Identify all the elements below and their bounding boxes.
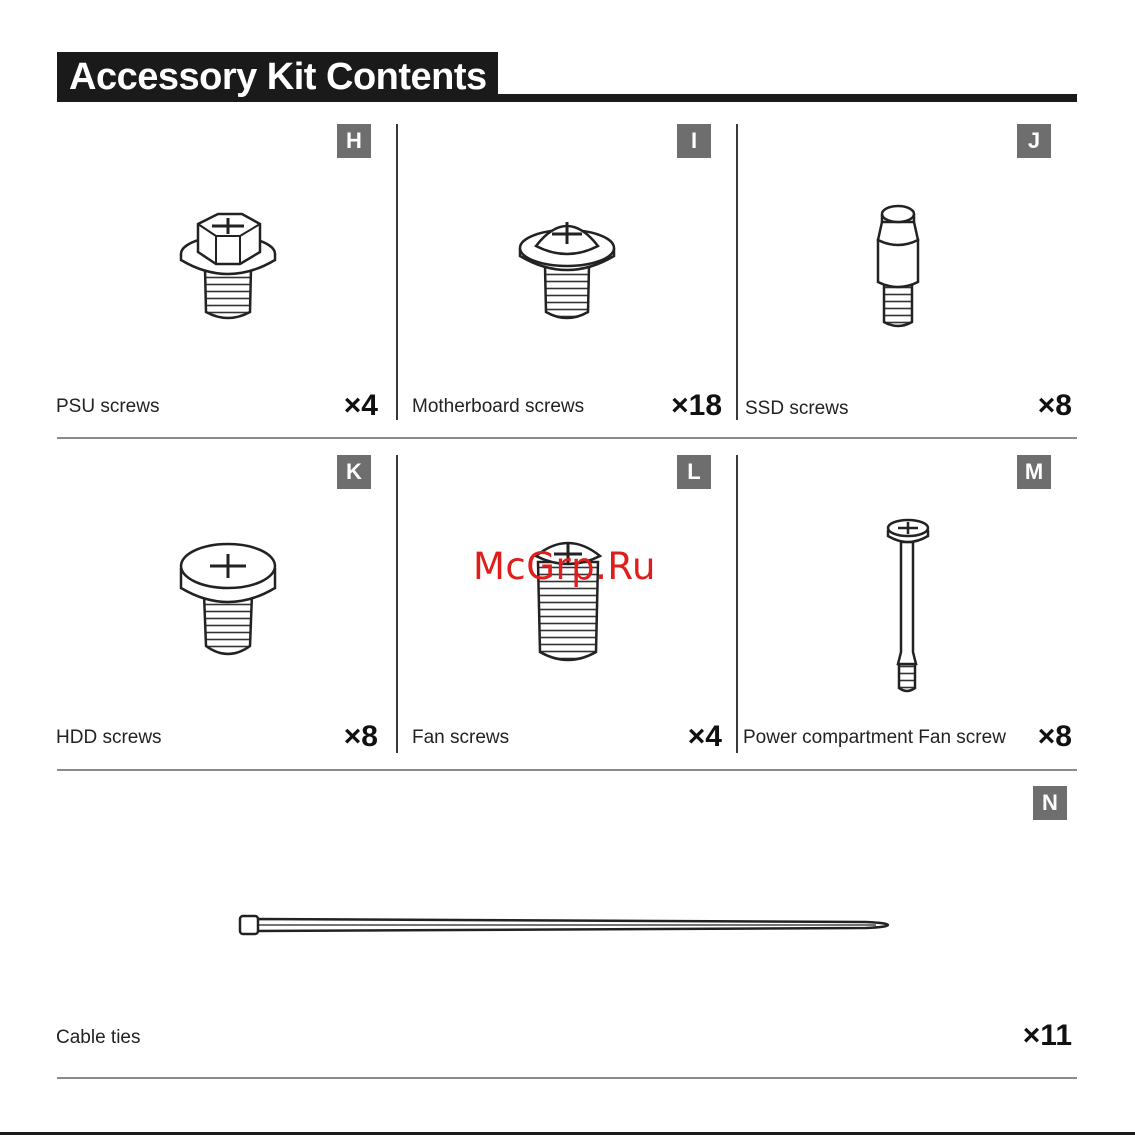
hdd-screw-icon bbox=[176, 538, 280, 662]
item-quantity: ×8 bbox=[1037, 389, 1072, 422]
item-letter-badge: J bbox=[1017, 124, 1051, 158]
item-letter-badge: H bbox=[337, 124, 371, 158]
ssd-screw-icon bbox=[868, 200, 928, 332]
watermark: McGrp.Ru bbox=[473, 545, 656, 588]
item-quantity: ×8 bbox=[343, 720, 378, 753]
title-rule bbox=[498, 94, 1077, 102]
item-label: PSU screws bbox=[56, 396, 160, 417]
column-divider bbox=[736, 455, 738, 753]
column-divider bbox=[396, 124, 398, 420]
item-label: Cable ties bbox=[56, 1027, 141, 1048]
page-title: Accessory Kit Contents bbox=[57, 52, 498, 102]
item-label: HDD screws bbox=[56, 727, 162, 748]
cable-tie-icon bbox=[236, 910, 896, 940]
item-quantity: ×18 bbox=[671, 389, 722, 422]
item-label: SSD screws bbox=[745, 398, 849, 419]
item-quantity: ×11 bbox=[1022, 1019, 1072, 1052]
item-quantity: ×4 bbox=[687, 720, 722, 753]
item-letter-badge: I bbox=[677, 124, 711, 158]
motherboard-screw-icon bbox=[516, 208, 618, 324]
column-divider bbox=[736, 124, 738, 420]
item-letter-badge: L bbox=[677, 455, 711, 489]
column-divider bbox=[396, 455, 398, 753]
item-label: Power compartment Fan screw bbox=[743, 727, 1006, 748]
item-letter-badge: K bbox=[337, 455, 371, 489]
item-label: Fan screws bbox=[412, 727, 510, 748]
item-letter-badge: N bbox=[1033, 786, 1067, 820]
row-divider bbox=[57, 437, 1077, 439]
row-divider bbox=[57, 769, 1077, 771]
row-divider bbox=[57, 1077, 1077, 1079]
psu-screw-icon bbox=[176, 204, 280, 324]
item-quantity: ×8 bbox=[1037, 720, 1072, 753]
item-label: Motherboard screws bbox=[412, 396, 585, 417]
item-quantity: ×4 bbox=[343, 389, 378, 422]
item-letter-badge: M bbox=[1017, 455, 1051, 489]
power-fan-screw-icon bbox=[884, 516, 932, 696]
